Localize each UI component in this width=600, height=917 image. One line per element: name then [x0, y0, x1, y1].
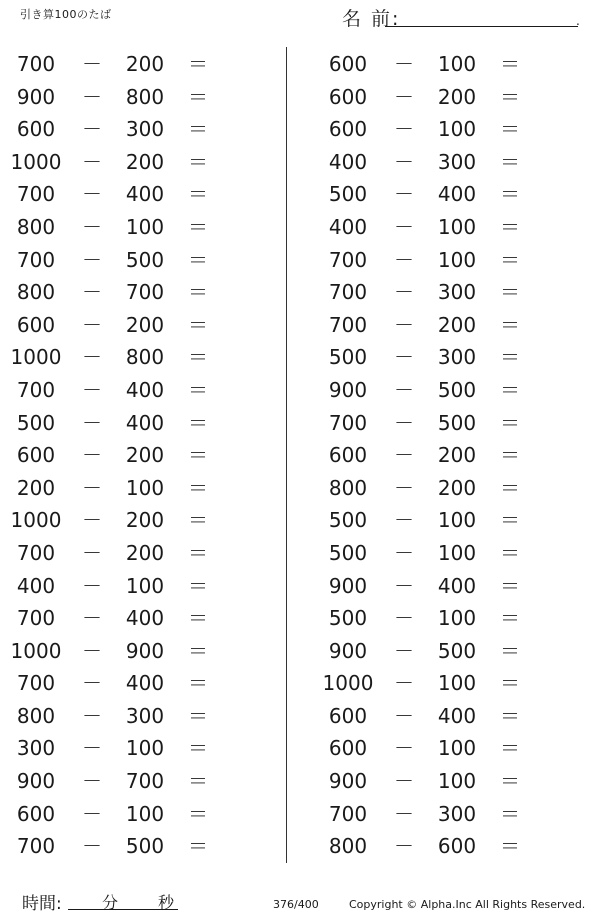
- subtrahend: 500: [437, 410, 477, 435]
- problem-row: [0, 830, 260, 863]
- equals-sign: ＝: [500, 149, 520, 174]
- equals-sign: ＝: [500, 280, 520, 305]
- minus-sign: －: [394, 573, 414, 598]
- equals-sign: ＝: [188, 801, 208, 826]
- problem-row: [312, 732, 572, 765]
- subtrahend: 400: [125, 606, 165, 631]
- subtrahend: 400: [125, 410, 165, 435]
- problem-row: [0, 700, 260, 733]
- minus-sign: －: [394, 247, 414, 272]
- subtrahend: 100: [125, 214, 165, 239]
- problem-row: [0, 374, 260, 407]
- equals-sign: ＝: [500, 214, 520, 239]
- equals-sign: ＝: [188, 182, 208, 207]
- minus-sign: －: [82, 671, 102, 696]
- problem-row: [0, 407, 260, 440]
- minuend: 600: [16, 117, 56, 142]
- subtrahend: 200: [437, 84, 477, 109]
- minuend: 900: [16, 84, 56, 109]
- problem-row: [0, 146, 260, 179]
- problem-row: [0, 798, 260, 831]
- equals-sign: ＝: [500, 638, 520, 663]
- minus-sign: －: [394, 280, 414, 305]
- minuend: 700: [16, 247, 56, 272]
- minuend: 400: [16, 573, 56, 598]
- minus-sign: －: [394, 475, 414, 500]
- minuend: 700: [16, 182, 56, 207]
- minus-sign: －: [394, 443, 414, 468]
- equals-sign: ＝: [188, 638, 208, 663]
- subtrahend: 900: [125, 638, 165, 663]
- problem-row: [312, 439, 572, 472]
- problem-row: [0, 309, 260, 342]
- minuend: 800: [16, 280, 56, 305]
- minus-sign: －: [82, 410, 102, 435]
- minuend: 700: [16, 377, 56, 402]
- minuend: 700: [328, 312, 368, 337]
- problem-row: [312, 798, 572, 831]
- minus-sign: －: [82, 214, 102, 239]
- subtrahend: 400: [437, 573, 477, 598]
- problem-row: [0, 472, 260, 505]
- worksheet-title: 引き算100のたば: [20, 8, 112, 21]
- problem-row: [312, 472, 572, 505]
- subtrahend: 400: [437, 703, 477, 728]
- problem-row: [0, 504, 260, 537]
- subtrahend: 100: [125, 801, 165, 826]
- equals-sign: ＝: [188, 671, 208, 696]
- minuend: 600: [16, 443, 56, 468]
- minuend: 700: [16, 52, 56, 76]
- equals-sign: ＝: [188, 312, 208, 337]
- left-problem-column: [0, 48, 260, 863]
- minus-sign: －: [82, 280, 102, 305]
- subtrahend: 100: [437, 247, 477, 272]
- minuend: 900: [328, 377, 368, 402]
- minuend: 800: [328, 834, 368, 859]
- equals-sign: ＝: [500, 312, 520, 337]
- problem-row: [312, 48, 572, 81]
- problem-row: [312, 146, 572, 179]
- minus-sign: －: [394, 84, 414, 109]
- minuend: 600: [328, 443, 368, 468]
- problem-row: [0, 48, 260, 81]
- minus-sign: －: [82, 508, 102, 533]
- minuend: 700: [328, 801, 368, 826]
- equals-sign: ＝: [188, 443, 208, 468]
- equals-sign: ＝: [500, 606, 520, 631]
- minus-sign: －: [394, 377, 414, 402]
- equals-sign: ＝: [500, 410, 520, 435]
- minuend: 600: [16, 312, 56, 337]
- minuend: 700: [16, 834, 56, 859]
- subtrahend: 500: [125, 834, 165, 859]
- subtrahend: 400: [125, 671, 165, 696]
- minuend: 600: [16, 801, 56, 826]
- minuend: 600: [328, 52, 368, 76]
- minus-sign: －: [394, 540, 414, 565]
- subtrahend: 800: [125, 345, 165, 370]
- subtrahend: 100: [437, 736, 477, 761]
- subtrahend: 500: [437, 377, 477, 402]
- subtrahend: 700: [125, 769, 165, 794]
- equals-sign: ＝: [500, 84, 520, 109]
- subtrahend: 200: [125, 540, 165, 565]
- seconds-label: 秒: [158, 893, 175, 912]
- problem-row: [0, 276, 260, 309]
- minuend: 500: [16, 410, 56, 435]
- minus-sign: －: [394, 312, 414, 337]
- minuend: 400: [328, 214, 368, 239]
- minus-sign: －: [82, 475, 102, 500]
- problem-row: [312, 81, 572, 114]
- subtrahend: 100: [437, 508, 477, 533]
- minus-sign: －: [394, 801, 414, 826]
- equals-sign: ＝: [500, 345, 520, 370]
- subtrahend: 600: [437, 834, 477, 859]
- page-count: 376/400: [273, 898, 319, 911]
- copyright-notice: Copyright © Alpha.Inc All Rights Reserved.: [349, 898, 586, 911]
- minuend: 900: [328, 638, 368, 663]
- subtrahend: 200: [125, 508, 165, 533]
- subtrahend: 200: [125, 52, 165, 76]
- minus-sign: －: [394, 345, 414, 370]
- subtrahend: 400: [125, 182, 165, 207]
- minus-sign: －: [394, 214, 414, 239]
- subtrahend: 300: [437, 345, 477, 370]
- minuend: 1000: [10, 345, 62, 370]
- equals-sign: ＝: [500, 52, 520, 76]
- problem-row: [312, 276, 572, 309]
- subtrahend: 700: [125, 280, 165, 305]
- subtrahend: 100: [125, 573, 165, 598]
- time-label: 時間:: [22, 894, 62, 914]
- subtrahend: 100: [437, 117, 477, 142]
- minuend: 600: [328, 703, 368, 728]
- subtrahend: 800: [125, 84, 165, 109]
- subtrahend: 300: [125, 703, 165, 728]
- minus-sign: －: [394, 736, 414, 761]
- problem-row: [312, 765, 572, 798]
- subtrahend: 300: [437, 801, 477, 826]
- problem-row: [312, 407, 572, 440]
- equals-sign: ＝: [500, 769, 520, 794]
- minuend: 200: [16, 475, 56, 500]
- equals-sign: ＝: [500, 247, 520, 272]
- problem-row: [312, 667, 572, 700]
- problem-row: [312, 244, 572, 277]
- equals-sign: ＝: [500, 475, 520, 500]
- minuend: 700: [16, 671, 56, 696]
- problem-row: [0, 732, 260, 765]
- problem-row: [0, 178, 260, 211]
- subtrahend: 100: [437, 214, 477, 239]
- subtrahend: 100: [125, 736, 165, 761]
- equals-sign: ＝: [188, 573, 208, 598]
- problem-row: [0, 439, 260, 472]
- equals-sign: ＝: [188, 540, 208, 565]
- subtrahend: 200: [437, 475, 477, 500]
- equals-sign: ＝: [188, 52, 208, 76]
- equals-sign: ＝: [188, 214, 208, 239]
- minus-sign: －: [394, 508, 414, 533]
- subtrahend: 200: [437, 443, 477, 468]
- minus-sign: －: [82, 801, 102, 826]
- problem-row: [312, 570, 572, 603]
- subtrahend: 100: [437, 540, 477, 565]
- name-label: 名 前:: [342, 8, 401, 30]
- equals-sign: ＝: [500, 117, 520, 142]
- equals-sign: ＝: [500, 834, 520, 859]
- minus-sign: －: [394, 182, 414, 207]
- name-field: [342, 4, 582, 30]
- minus-sign: －: [82, 182, 102, 207]
- minuend: 1000: [10, 508, 62, 533]
- equals-sign: ＝: [188, 769, 208, 794]
- minus-sign: －: [82, 540, 102, 565]
- minuend: 600: [328, 736, 368, 761]
- subtrahend: 500: [125, 247, 165, 272]
- problem-row: [0, 765, 260, 798]
- equals-sign: ＝: [188, 247, 208, 272]
- problem-row: [312, 341, 572, 374]
- minus-sign: －: [82, 312, 102, 337]
- problem-row: [0, 635, 260, 668]
- problem-row: [0, 244, 260, 277]
- minus-sign: －: [82, 247, 102, 272]
- minuend: 500: [328, 508, 368, 533]
- problem-row: [312, 178, 572, 211]
- minuend: 400: [328, 149, 368, 174]
- minuend: 700: [328, 247, 368, 272]
- subtrahend: 200: [437, 312, 477, 337]
- equals-sign: ＝: [188, 736, 208, 761]
- minuend: 300: [16, 736, 56, 761]
- minuend: 1000: [10, 149, 62, 174]
- subtrahend: 100: [125, 475, 165, 500]
- subtrahend: 500: [437, 638, 477, 663]
- minus-sign: －: [394, 834, 414, 859]
- equals-sign: ＝: [188, 606, 208, 631]
- subtrahend: 200: [125, 149, 165, 174]
- minus-sign: －: [82, 84, 102, 109]
- problem-row: [312, 309, 572, 342]
- equals-sign: ＝: [188, 117, 208, 142]
- problem-row: [0, 113, 260, 146]
- name-end-dot: .: [576, 14, 580, 28]
- equals-sign: ＝: [188, 280, 208, 305]
- column-divider: [286, 47, 287, 863]
- minuend: 600: [328, 117, 368, 142]
- subtrahend: 100: [437, 769, 477, 794]
- problem-row: [312, 211, 572, 244]
- minuend: 500: [328, 606, 368, 631]
- minuend: 900: [16, 769, 56, 794]
- equals-sign: ＝: [188, 345, 208, 370]
- minuend: 700: [16, 540, 56, 565]
- minuend: 900: [328, 769, 368, 794]
- minuend: 1000: [10, 638, 62, 663]
- minus-sign: －: [82, 345, 102, 370]
- minus-sign: －: [394, 149, 414, 174]
- equals-sign: ＝: [188, 703, 208, 728]
- equals-sign: ＝: [500, 671, 520, 696]
- equals-sign: ＝: [500, 573, 520, 598]
- subtrahend: 100: [437, 671, 477, 696]
- minus-sign: －: [394, 52, 414, 76]
- subtrahend: 300: [437, 280, 477, 305]
- minuend: 500: [328, 540, 368, 565]
- equals-sign: ＝: [188, 508, 208, 533]
- equals-sign: ＝: [500, 801, 520, 826]
- minuend: 500: [328, 345, 368, 370]
- subtrahend: 100: [437, 52, 477, 76]
- problem-row: [0, 667, 260, 700]
- minus-sign: －: [394, 410, 414, 435]
- equals-sign: ＝: [500, 182, 520, 207]
- subtrahend: 100: [437, 606, 477, 631]
- subtrahend: 200: [125, 312, 165, 337]
- problem-row: [0, 537, 260, 570]
- subtrahend: 300: [437, 149, 477, 174]
- minus-sign: －: [394, 117, 414, 142]
- minuend: 800: [328, 475, 368, 500]
- equals-sign: ＝: [500, 508, 520, 533]
- minuend: 600: [328, 84, 368, 109]
- equals-sign: ＝: [500, 736, 520, 761]
- minutes-label: 分: [102, 893, 119, 912]
- right-problem-column: [312, 48, 572, 863]
- equals-sign: ＝: [188, 84, 208, 109]
- minus-sign: －: [82, 573, 102, 598]
- name-underline: [385, 26, 578, 27]
- subtrahend: 400: [125, 377, 165, 402]
- minus-sign: －: [82, 52, 102, 76]
- minus-sign: －: [82, 377, 102, 402]
- minus-sign: －: [82, 703, 102, 728]
- minuend: 800: [16, 703, 56, 728]
- minuend: 500: [328, 182, 368, 207]
- equals-sign: ＝: [500, 703, 520, 728]
- problem-row: [0, 602, 260, 635]
- problem-row: [312, 504, 572, 537]
- minus-sign: －: [82, 736, 102, 761]
- minus-sign: －: [394, 769, 414, 794]
- minuend: 700: [328, 410, 368, 435]
- problem-row: [312, 635, 572, 668]
- subtrahend: 400: [437, 182, 477, 207]
- equals-sign: ＝: [500, 540, 520, 565]
- minus-sign: －: [82, 606, 102, 631]
- equals-sign: ＝: [500, 443, 520, 468]
- minus-sign: －: [394, 671, 414, 696]
- minus-sign: －: [82, 443, 102, 468]
- minus-sign: －: [82, 149, 102, 174]
- equals-sign: ＝: [188, 475, 208, 500]
- minuend: 700: [16, 606, 56, 631]
- problem-row: [0, 211, 260, 244]
- problem-row: [312, 537, 572, 570]
- equals-sign: ＝: [188, 377, 208, 402]
- minus-sign: －: [82, 834, 102, 859]
- equals-sign: ＝: [188, 149, 208, 174]
- minuend: 800: [16, 214, 56, 239]
- minus-sign: －: [82, 638, 102, 663]
- minus-sign: －: [394, 638, 414, 663]
- minuend: 700: [328, 280, 368, 305]
- problem-row: [312, 374, 572, 407]
- problem-row: [0, 570, 260, 603]
- problem-row: [312, 602, 572, 635]
- equals-sign: ＝: [500, 377, 520, 402]
- minuend: 900: [328, 573, 368, 598]
- equals-sign: ＝: [188, 410, 208, 435]
- minus-sign: －: [394, 703, 414, 728]
- subtrahend: 200: [125, 443, 165, 468]
- minus-sign: －: [394, 606, 414, 631]
- problem-row: [312, 113, 572, 146]
- problem-row: [312, 830, 572, 863]
- equals-sign: ＝: [188, 834, 208, 859]
- minus-sign: －: [82, 117, 102, 142]
- subtrahend: 300: [125, 117, 165, 142]
- problem-row: [0, 81, 260, 114]
- minus-sign: －: [82, 769, 102, 794]
- problem-row: [312, 700, 572, 733]
- minuend: 1000: [322, 671, 374, 696]
- problem-row: [0, 341, 260, 374]
